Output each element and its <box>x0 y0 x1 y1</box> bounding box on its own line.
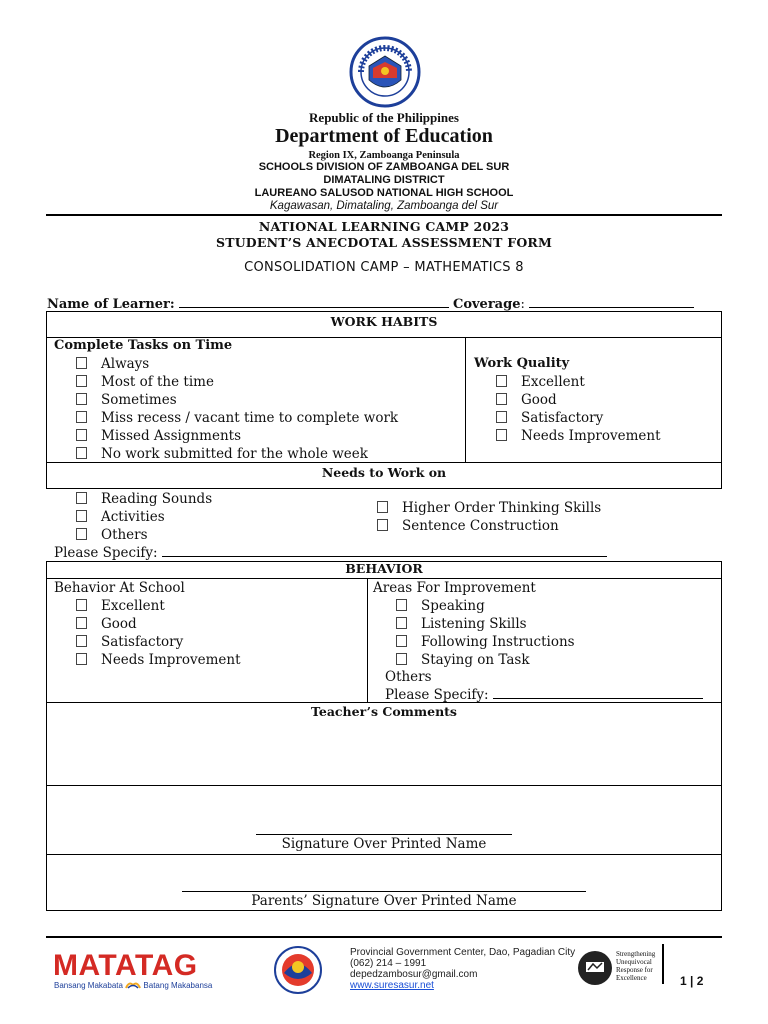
areas-option[interactable]: Listening Skills <box>396 616 527 632</box>
sure-sur-logo <box>577 950 613 986</box>
behavior-option[interactable]: Satisfactory <box>76 634 183 650</box>
footer-page-divider <box>662 944 664 984</box>
checkbox[interactable] <box>396 635 407 647</box>
coverage-label: Coverage <box>452 297 521 312</box>
areas-option[interactable]: Staying on Task <box>396 652 530 668</box>
needs-title: Needs to Work on <box>321 465 447 480</box>
form-title-assessment: STUDENT’S ANECDOTAL ASSESSMENT FORM <box>215 235 553 250</box>
checkbox[interactable] <box>396 599 407 611</box>
checkbox[interactable] <box>76 599 87 611</box>
footer-divider <box>46 936 722 938</box>
checkbox[interactable] <box>76 510 87 522</box>
task-option[interactable]: No work submitted for the whole week <box>76 446 368 462</box>
name-label: Name of Learner: <box>47 297 175 312</box>
coverage-blank[interactable] <box>529 295 694 308</box>
tasks-on-time-title: Complete Tasks on Time <box>54 338 233 353</box>
needs-option[interactable]: Others <box>76 527 148 543</box>
district-text: DIMATALING DISTRICT <box>323 174 445 186</box>
checkbox[interactable] <box>76 653 87 665</box>
work-habits-title: WORK HABITS <box>330 314 438 329</box>
task-option[interactable]: Sometimes <box>76 392 177 408</box>
areas-improvement-title: Areas For Improvement <box>373 580 536 596</box>
areas-option[interactable]: Speaking <box>396 598 485 614</box>
work-habits-divider <box>465 337 466 463</box>
checkbox[interactable] <box>496 429 507 441</box>
checkbox[interactable] <box>396 653 407 665</box>
tagline-left: Bansang Makabata <box>54 981 123 990</box>
needs-specify: Please Specify: <box>54 544 607 561</box>
checkbox[interactable] <box>76 447 87 459</box>
checkbox[interactable] <box>496 393 507 405</box>
quality-option[interactable]: Good <box>496 392 557 408</box>
behavior-option[interactable]: Excellent <box>76 598 165 614</box>
teacher-signature-label: Signature Over Printed Name <box>281 836 487 852</box>
behavior-school-title: Behavior At School <box>54 580 185 596</box>
needs-option[interactable]: Activities <box>76 509 165 525</box>
region-text: Region IX, Zamboanga Peninsula <box>308 150 460 161</box>
footer-email: depedzambosur@gmail.com <box>350 969 478 980</box>
areas-option[interactable]: Following Instructions <box>396 634 575 650</box>
checkbox[interactable] <box>76 528 87 540</box>
behavior-option[interactable]: Needs Improvement <box>76 652 241 668</box>
deped-seal-logo <box>349 36 421 108</box>
parent-signature-line[interactable] <box>182 891 586 892</box>
department-title: Department of Education <box>275 125 493 147</box>
tagline-right: Batang Makabansa <box>143 981 213 990</box>
footer-phone: (062) 214 – 1991 <box>350 958 427 969</box>
teacher-signature-line[interactable] <box>256 834 512 835</box>
learner-info-line <box>47 295 694 312</box>
checkbox[interactable] <box>496 411 507 423</box>
task-option[interactable]: Miss recess / vacant time to complete work <box>76 410 398 426</box>
needs-option[interactable]: Higher Order Thinking Skills <box>377 500 601 516</box>
checkbox[interactable] <box>76 492 87 504</box>
republic-text: Republic of the Philippines <box>309 110 459 125</box>
areas-others: Others <box>385 669 432 685</box>
task-option[interactable]: Missed Assignments <box>76 428 241 444</box>
checkbox[interactable] <box>396 617 407 629</box>
coverage-colon: : <box>520 297 525 312</box>
school-address: Kagawasan, Dimataling, Zamboanga del Sur <box>269 200 499 212</box>
checkbox[interactable] <box>76 375 87 387</box>
footer-address: Provincial Government Center, Dao, Pagadian City <box>350 947 576 958</box>
checkbox[interactable] <box>76 393 87 405</box>
quality-option[interactable]: Needs Improvement <box>496 428 661 444</box>
page-number: 1 | 2 <box>680 974 704 988</box>
checkbox[interactable] <box>76 635 87 647</box>
motto-block: Strengthening Unequivocal Response for Excellence <box>616 950 656 982</box>
behavior-title: BEHAVIOR <box>345 561 423 576</box>
quality-option[interactable]: Satisfactory <box>496 410 603 426</box>
school-name: LAUREANO SALUSOD NATIONAL HIGH SCHOOL <box>254 187 514 199</box>
needs-specify-blank[interactable] <box>162 544 607 557</box>
division-seal-logo <box>273 945 323 995</box>
teacher-comments-title: Teacher’s Comments <box>311 704 457 719</box>
matatag-tagline <box>54 980 212 990</box>
checkbox[interactable] <box>76 617 87 629</box>
areas-specify-blank[interactable] <box>493 686 703 699</box>
division-text: SCHOOLS DIVISION OF ZAMBOANGA DEL SUR <box>258 161 510 173</box>
behavior-divider <box>367 578 368 703</box>
checkbox[interactable] <box>377 519 388 531</box>
task-option[interactable]: Always <box>76 356 149 372</box>
checkbox[interactable] <box>76 429 87 441</box>
needs-option[interactable]: Sentence Construction <box>377 518 559 534</box>
header-divider <box>46 214 722 216</box>
parent-signature-label: Parents’ Signature Over Printed Name <box>251 893 517 909</box>
quality-option[interactable]: Excellent <box>496 374 585 390</box>
work-quality-title: Work Quality <box>474 356 570 371</box>
needs-option[interactable]: Reading Sounds <box>76 491 212 507</box>
checkbox[interactable] <box>496 375 507 387</box>
behavior-option[interactable]: Good <box>76 616 137 632</box>
checkbox[interactable] <box>377 501 388 513</box>
form-subtitle: CONSOLIDATION CAMP – MATHEMATICS 8 <box>244 260 524 275</box>
form-title-camp: NATIONAL LEARNING CAMP 2023 <box>258 219 510 234</box>
checkbox[interactable] <box>76 357 87 369</box>
task-option[interactable]: Most of the time <box>76 374 214 390</box>
areas-specify: Please Specify: <box>385 686 703 703</box>
matatag-logo: MATATAG <box>53 949 198 982</box>
hands-icon <box>125 980 141 989</box>
footer-website-link[interactable]: www.suresasur.net <box>350 980 434 991</box>
learner-name-blank[interactable] <box>179 295 449 308</box>
checkbox[interactable] <box>76 411 87 423</box>
